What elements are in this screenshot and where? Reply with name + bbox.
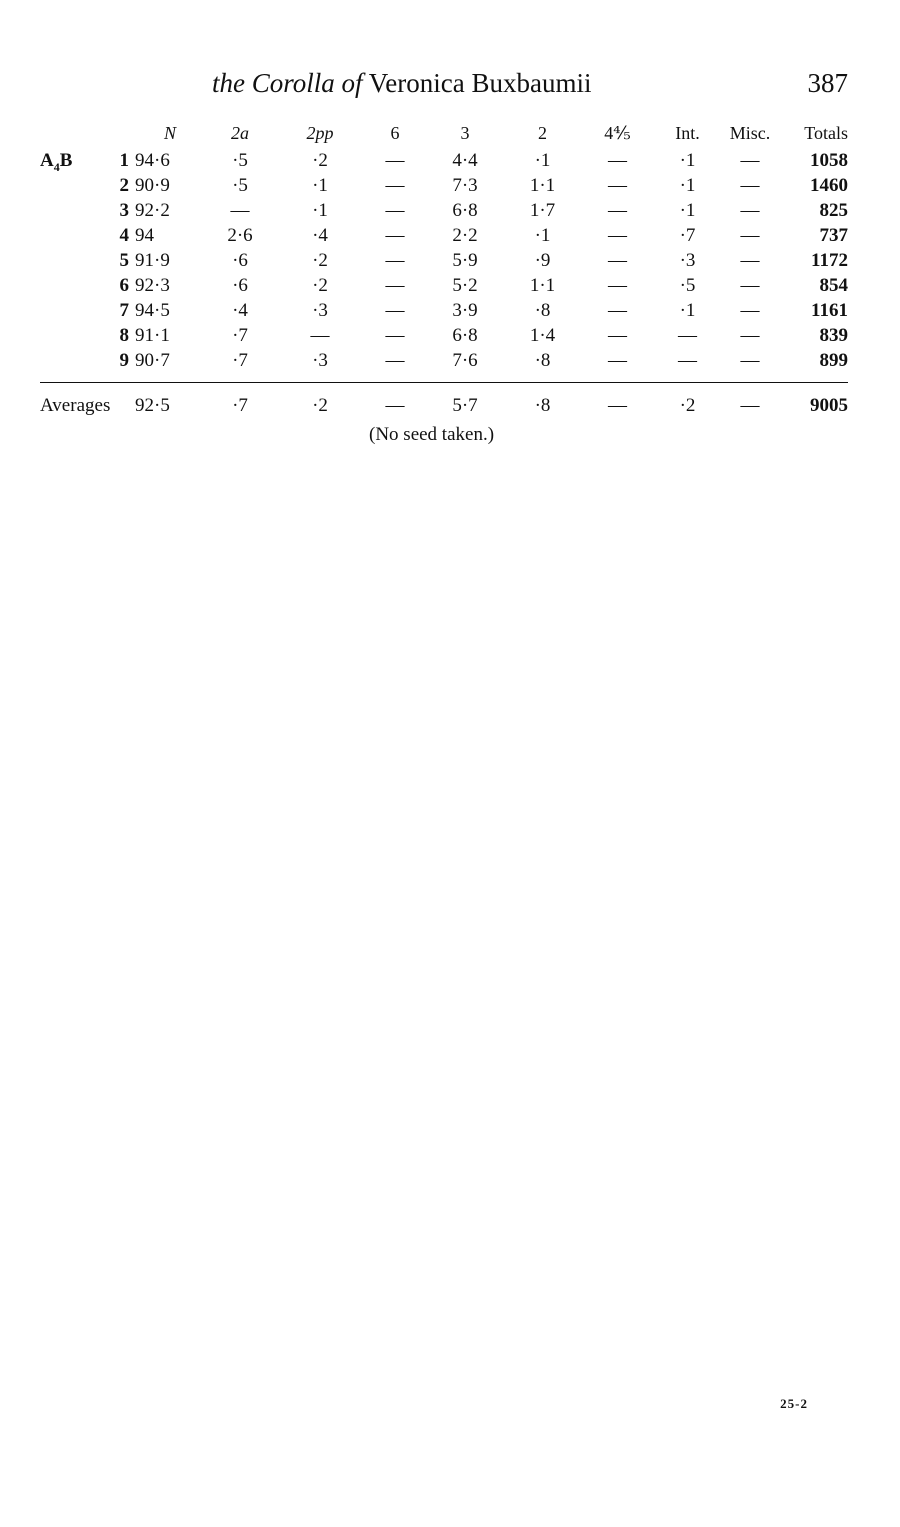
row-label: 5 <box>119 250 129 271</box>
title-italic-of: of <box>334 68 363 98</box>
table-cell: 825 <box>819 200 848 221</box>
table-cell: 2·6 <box>227 225 253 246</box>
table-cell: ·7 <box>679 225 696 246</box>
column-header: 2 <box>538 122 547 143</box>
table-cell: 1·7 <box>529 200 556 221</box>
table-header-row <box>40 118 848 148</box>
table-cell: — <box>740 250 760 271</box>
row-number: 1 <box>119 150 129 171</box>
table-cell: — <box>385 200 405 221</box>
table-cell: 7·6 <box>452 350 478 371</box>
table-cell: — <box>678 350 697 371</box>
table-cell: 1·1 <box>529 175 556 196</box>
table-cell: — <box>740 275 760 296</box>
table-cell: ·3 <box>312 350 328 371</box>
row-label: 7 <box>119 300 129 321</box>
row-label: 4 <box>119 225 129 246</box>
row-label: 8 <box>119 325 129 346</box>
table-cell: ·6 <box>232 250 248 271</box>
row-label <box>40 148 135 173</box>
table-cell: 737 <box>819 225 848 246</box>
page-number: 387 <box>807 68 848 98</box>
table-cell: — <box>385 325 405 346</box>
table-cell: ·7 <box>232 395 248 416</box>
column-header: 6 <box>390 122 400 143</box>
table-cell: — <box>385 250 405 271</box>
table-cell: ·1 <box>312 200 328 221</box>
table-cell: ·2 <box>312 275 328 296</box>
table-cell: — <box>608 175 627 196</box>
table-cell: 91·9 <box>135 250 170 271</box>
row-label: 9 <box>119 350 129 371</box>
table-cell: ·5 <box>232 150 248 171</box>
table-cell: 94·6 <box>135 150 170 171</box>
table-cell: — <box>740 300 760 321</box>
table-cell: — <box>608 350 627 371</box>
table-cell: ·1 <box>312 175 328 196</box>
table-cell: — <box>385 175 405 196</box>
table-row <box>40 298 848 323</box>
table-cell: — <box>310 325 330 346</box>
table-cell: ·4 <box>232 300 248 321</box>
table-cell: 1161 <box>811 300 848 321</box>
table-cell: 92·5 <box>135 395 170 416</box>
table-cell: 4·4 <box>452 150 478 171</box>
table-cell: — <box>740 350 760 371</box>
table-cell: ·1 <box>679 200 696 221</box>
table-row <box>40 348 848 373</box>
table-cell: — <box>608 325 627 346</box>
table-cell: — <box>230 200 250 221</box>
table-cell: ·2 <box>312 150 328 171</box>
averages-label: Averages <box>40 395 111 416</box>
table-cell: — <box>608 225 627 246</box>
table-cell: 1·1 <box>529 275 556 296</box>
table-cell: 2·2 <box>452 225 478 246</box>
table-cell: 7·3 <box>452 175 478 196</box>
table-cell: — <box>385 395 405 416</box>
table-cell: — <box>608 150 627 171</box>
table-cell: 90·9 <box>135 175 170 196</box>
table-row <box>40 323 848 348</box>
table-cell: ·8 <box>534 300 551 321</box>
column-header: 2a <box>231 122 249 143</box>
table-cell: ·1 <box>679 300 696 321</box>
table-cell: — <box>608 275 627 296</box>
table-row <box>40 198 848 223</box>
page-header <box>0 68 900 108</box>
table-cell: ·1 <box>679 150 696 171</box>
table-cell: ·9 <box>534 250 551 271</box>
averages-row <box>40 383 848 424</box>
row-label: 6 <box>119 275 129 296</box>
column-header: Totals <box>804 122 848 143</box>
table-cell: ·2 <box>312 395 328 416</box>
table-cell: — <box>608 395 627 416</box>
table-cell: 9005 <box>810 395 848 416</box>
table-cell: 6·8 <box>452 325 478 346</box>
table-cell: ·3 <box>312 300 328 321</box>
table-cell: — <box>740 150 760 171</box>
table-cell: ·8 <box>534 350 551 371</box>
group-suffix: B <box>59 150 73 171</box>
column-header: N <box>163 122 176 143</box>
table-rule <box>40 373 848 383</box>
column-header: 2pp <box>306 122 334 143</box>
table-cell: 92·3 <box>135 275 170 296</box>
table-cell: 1·4 <box>529 325 556 346</box>
table-cell: 854 <box>819 275 848 296</box>
table-cell: ·8 <box>534 395 551 416</box>
table-cell: — <box>740 395 760 416</box>
table-cell: 94 <box>135 225 154 246</box>
table-cell: ·7 <box>232 325 248 346</box>
table-cell: 3·9 <box>452 300 478 321</box>
table-cell: — <box>678 325 697 346</box>
table-cell: ·5 <box>679 275 696 296</box>
table-cell: 90·7 <box>135 350 170 371</box>
table-cell: — <box>385 225 405 246</box>
table-cell: 92·2 <box>135 200 170 221</box>
table-cell: — <box>608 250 627 271</box>
table-separator-row <box>40 373 848 383</box>
printer-signature: 25-2 <box>780 1396 808 1411</box>
group-letter: A <box>40 150 54 171</box>
table-cell: 839 <box>819 325 848 346</box>
title-italic-part: the Corolla <box>212 68 335 98</box>
table-cell: — <box>608 300 627 321</box>
column-header: Misc. <box>729 122 771 143</box>
title-species-name: Veronica Buxbaumii <box>362 68 592 98</box>
table-row <box>40 148 848 173</box>
table-row <box>40 223 848 248</box>
table-row <box>40 273 848 298</box>
row-label: 3 <box>119 200 129 221</box>
page-title <box>212 68 592 99</box>
table-cell: ·5 <box>232 175 248 196</box>
table-cell: 899 <box>819 350 848 371</box>
table-cell: — <box>740 225 760 246</box>
row-label: 2 <box>119 175 129 196</box>
table-cell: ·2 <box>312 250 328 271</box>
table-cell: — <box>740 200 760 221</box>
header-blank <box>40 118 135 148</box>
table-cell: 5·7 <box>452 395 478 416</box>
table-cell: ·1 <box>534 150 551 171</box>
column-header: 3 <box>460 122 470 143</box>
table-cell: 5·2 <box>452 275 478 296</box>
table-cell: 1460 <box>810 175 848 196</box>
column-header: Int. <box>675 122 700 143</box>
table-cell: — <box>385 150 405 171</box>
table-row <box>40 248 848 273</box>
table-cell: ·1 <box>679 175 696 196</box>
table-cell: ·3 <box>679 250 696 271</box>
table-cell: ·7 <box>232 350 248 371</box>
table-cell: — <box>385 300 405 321</box>
column-header: 4⅘ <box>604 122 631 143</box>
table-cell: ·4 <box>312 225 328 246</box>
table-cell: 94·5 <box>135 300 170 321</box>
footnote-text: (No seed taken.) <box>369 424 495 445</box>
table-cell: — <box>385 350 405 371</box>
group-label <box>40 148 72 180</box>
table-cell: 5·9 <box>452 250 478 271</box>
data-table <box>40 118 848 423</box>
table-cell: 1058 <box>810 150 848 171</box>
table-row <box>40 173 848 198</box>
table-cell: ·2 <box>679 395 696 416</box>
table-cell: ·1 <box>534 225 551 246</box>
table-cell: 91·1 <box>135 325 170 346</box>
group-subscript: 4 <box>53 159 60 174</box>
table-cell: 6·8 <box>452 200 478 221</box>
table-cell: — <box>608 200 627 221</box>
table-cell: — <box>385 275 405 296</box>
table-cell: — <box>740 325 760 346</box>
table-cell: 1172 <box>811 250 848 271</box>
table-cell: — <box>740 175 760 196</box>
table-cell: ·6 <box>232 275 248 296</box>
